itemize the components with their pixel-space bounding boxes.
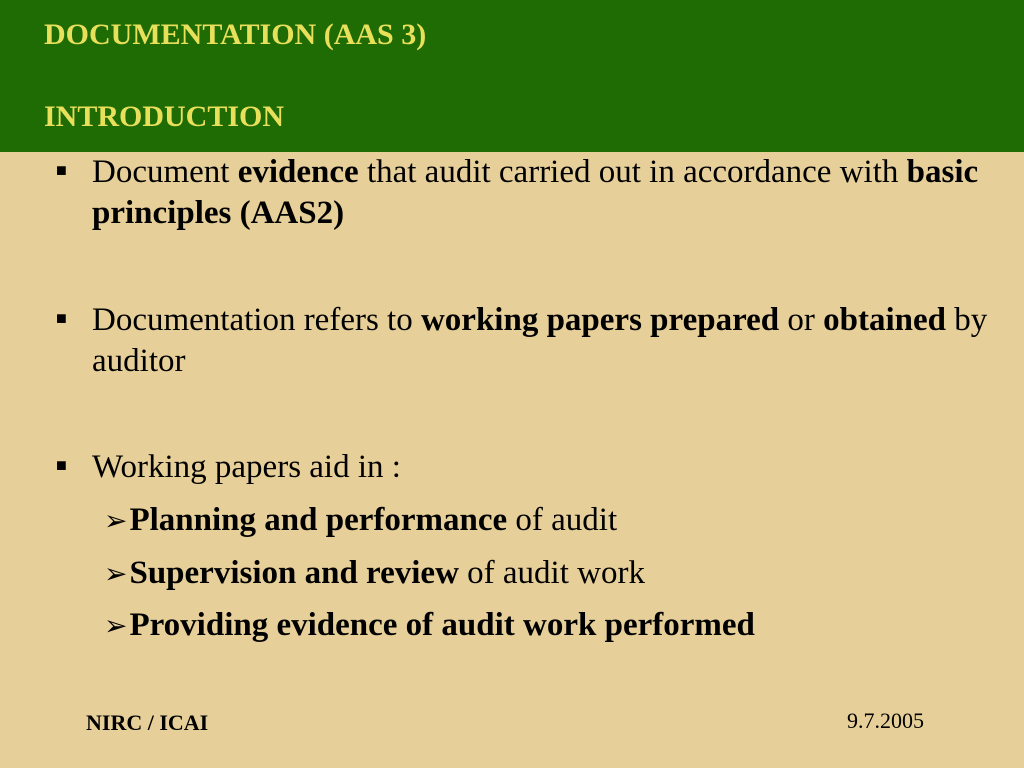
text-segment: Documentation refers to	[92, 302, 421, 338]
bullet-item-evidence	[56, 152, 996, 234]
arrow-bullet-icon: ➢	[104, 504, 128, 537]
bold-segment: Providing evidence of audit work performed	[129, 607, 755, 643]
footer-organization: NIRC / ICAI	[86, 710, 209, 735]
sub-bullet-item	[104, 500, 617, 541]
slide-subtitle: INTRODUCTION	[44, 100, 285, 133]
bold-segment: evidence	[237, 154, 359, 190]
footer-date: 9.7.2005	[847, 708, 924, 733]
sub-bullet-item	[104, 605, 755, 646]
bullet-item-aid	[56, 447, 996, 488]
arrow-bullet-icon: ➢	[104, 609, 128, 642]
text-segment: Document	[92, 154, 238, 190]
text-segment: of audit	[507, 502, 618, 538]
text-segment: that audit carried out in accordance with	[358, 154, 907, 190]
bullet-text: Working papers aid in :	[92, 449, 401, 485]
slide-title: DOCUMENTATION (AAS 3)	[44, 18, 427, 51]
arrow-bullet-icon: ➢	[104, 557, 128, 590]
square-bullet-icon: ■	[56, 308, 67, 328]
bullet-text	[92, 300, 996, 382]
title-band	[0, 0, 1024, 152]
bold-segment: obtained	[823, 302, 946, 338]
text-segment: of audit work	[458, 555, 645, 591]
sub-bullet-item	[104, 553, 645, 594]
bold-segment: working papers prepared	[420, 302, 780, 338]
square-bullet-icon: ■	[56, 455, 67, 475]
square-bullet-icon: ■	[56, 160, 67, 180]
bullet-text	[92, 152, 996, 234]
text-segment: or	[779, 302, 824, 338]
bullet-item-working-papers	[56, 300, 996, 382]
bold-segment: Supervision and review	[129, 555, 459, 591]
bold-segment: basic principles (AAS2)	[92, 154, 979, 231]
text-segment: by auditor	[92, 302, 988, 379]
bold-segment: Planning and performance	[129, 502, 508, 538]
